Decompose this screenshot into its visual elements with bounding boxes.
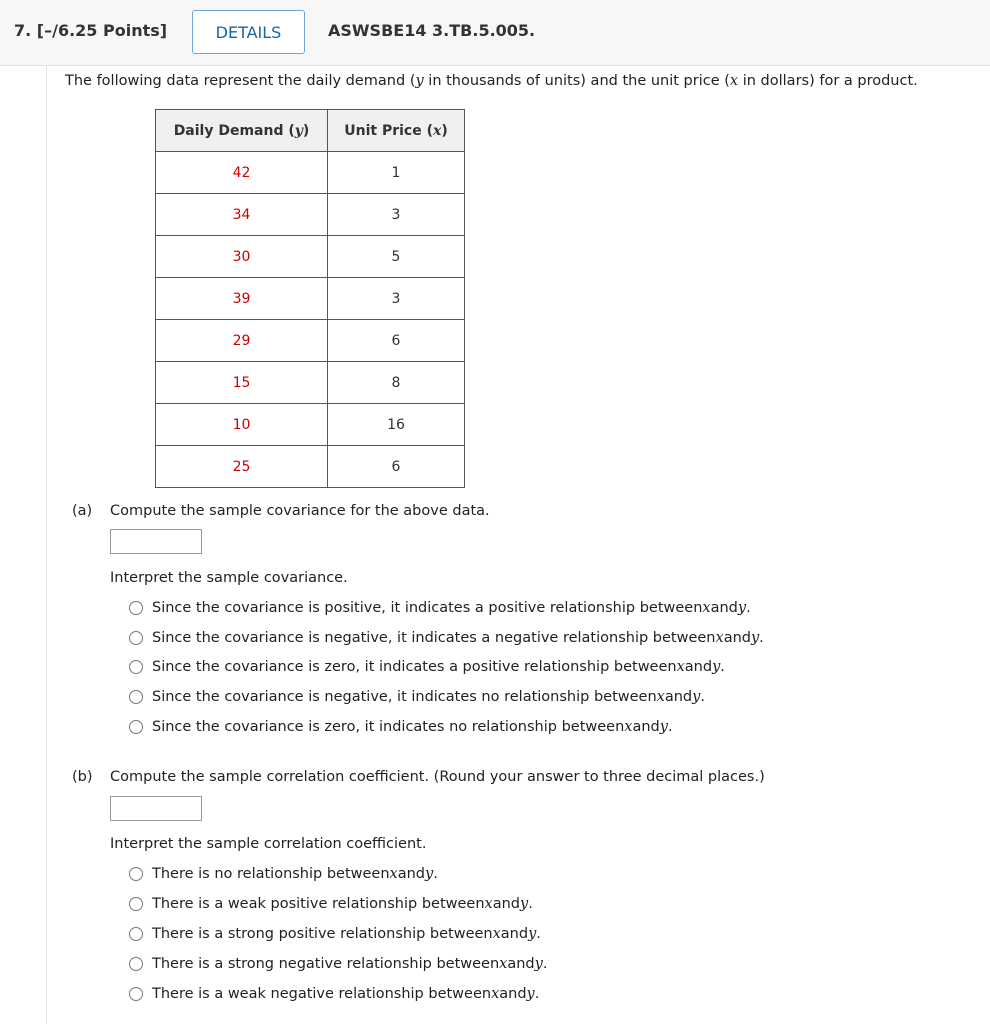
radio-button[interactable] bbox=[129, 690, 143, 704]
radio-button[interactable] bbox=[129, 631, 143, 645]
table-row: 30 5 bbox=[156, 236, 465, 278]
data-table bbox=[155, 109, 465, 488]
correlation-option-3[interactable]: There is a strong positive relationship between x and y . bbox=[129, 923, 541, 945]
correlation-option-4[interactable]: There is a strong negative relationship between x and y . bbox=[129, 953, 547, 975]
question-header bbox=[0, 0, 990, 66]
table-row: 39 3 bbox=[156, 278, 465, 320]
radio-button[interactable] bbox=[129, 601, 143, 615]
column-header-unit-price: Unit Price (x) bbox=[328, 110, 465, 152]
radio-button[interactable] bbox=[129, 867, 143, 881]
table-row: 10 16 bbox=[156, 404, 465, 446]
part-b-interpret-label: Interpret the sample correlation coefficient. bbox=[110, 836, 427, 852]
radio-button[interactable] bbox=[129, 987, 143, 1001]
details-button[interactable]: DETAILS bbox=[192, 10, 305, 54]
table-row: 34 3 bbox=[156, 194, 465, 236]
table-row: 29 6 bbox=[156, 320, 465, 362]
part-b-prompt: (b) Compute the sample correlation coefficient. (Round your answer to three decimal places.) bbox=[72, 769, 765, 785]
question-body bbox=[46, 66, 990, 1024]
table-row: 42 1 bbox=[156, 152, 465, 194]
radio-button[interactable] bbox=[129, 927, 143, 941]
covariance-option-5[interactable]: Since the covariance is zero, it indicates no relationship between x and y . bbox=[129, 716, 673, 738]
correlation-option-1[interactable]: There is no relationship between x and y . bbox=[129, 863, 438, 885]
table-row: 15 8 bbox=[156, 362, 465, 404]
covariance-option-1[interactable]: Since the covariance is positive, it indicates a positive relationship between x and y . bbox=[129, 597, 751, 619]
correlation-input[interactable] bbox=[110, 796, 202, 821]
intro-text: The following data represent the daily demand (y in thousands of units) and the unit price (x in dollars) for a product. bbox=[65, 73, 918, 89]
radio-button[interactable] bbox=[129, 957, 143, 971]
radio-button[interactable] bbox=[129, 660, 143, 674]
radio-button[interactable] bbox=[129, 720, 143, 734]
correlation-option-5[interactable]: There is a weak negative relationship between x and y . bbox=[129, 983, 539, 1005]
table-row: 25 6 bbox=[156, 446, 465, 488]
part-a-interpret-label: Interpret the sample covariance. bbox=[110, 570, 348, 586]
question-points: 7. [–/6.25 Points] bbox=[14, 21, 168, 40]
covariance-input[interactable] bbox=[110, 529, 202, 554]
column-header-daily-demand: Daily Demand (y) bbox=[156, 110, 328, 152]
covariance-option-3[interactable]: Since the covariance is zero, it indicates a positive relationship between x and y . bbox=[129, 656, 725, 678]
radio-button[interactable] bbox=[129, 897, 143, 911]
covariance-option-2[interactable]: Since the covariance is negative, it indicates a negative relationship between x and y . bbox=[129, 627, 764, 649]
question-code: ASWSBE14 3.TB.5.005. bbox=[328, 21, 536, 40]
covariance-option-4[interactable]: Since the covariance is negative, it indicates no relationship between x and y . bbox=[129, 686, 705, 708]
part-a-prompt: (a) Compute the sample covariance for the above data. bbox=[72, 503, 490, 519]
correlation-option-2[interactable]: There is a weak positive relationship between x and y . bbox=[129, 893, 533, 915]
